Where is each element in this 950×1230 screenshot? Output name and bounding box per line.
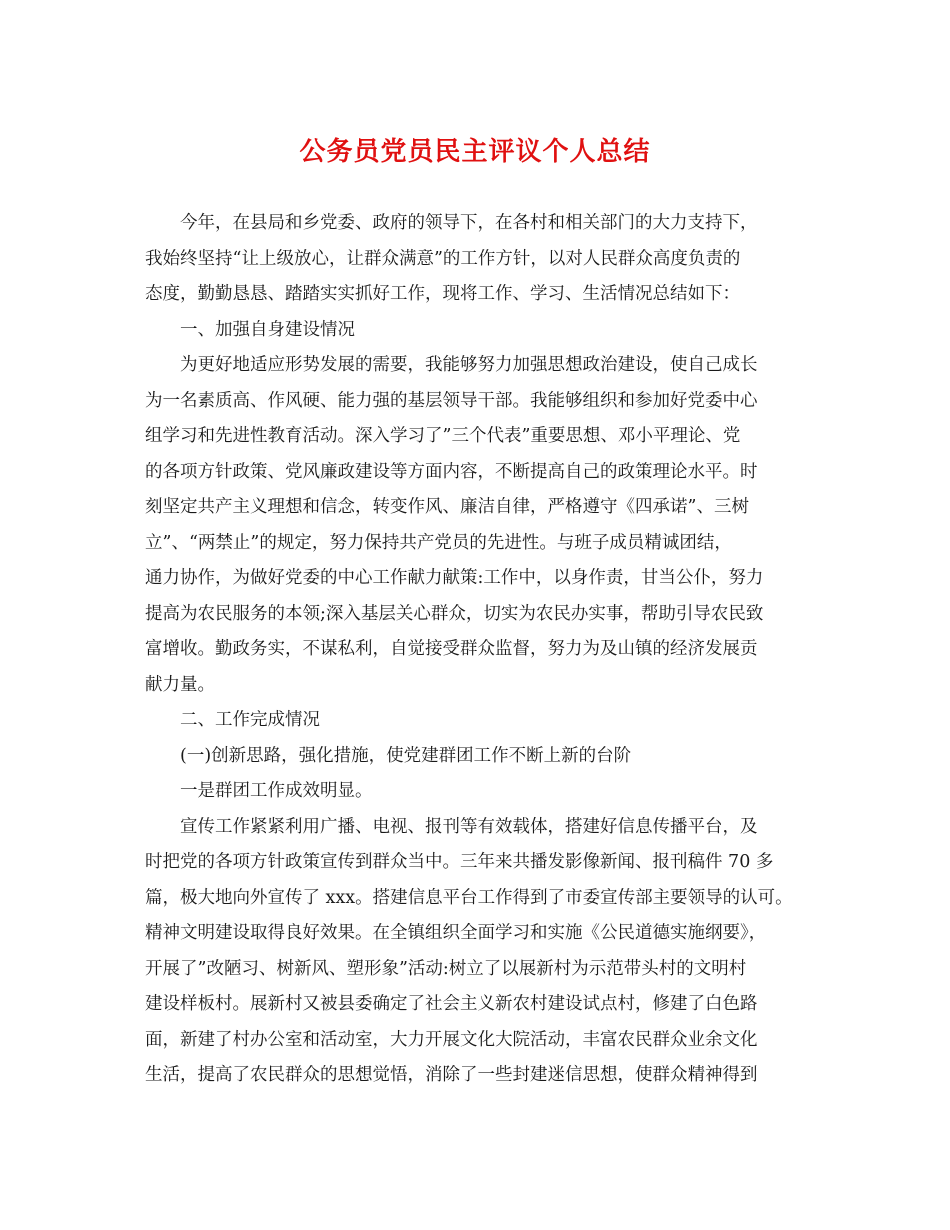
paragraph-line: 面，新建了村办公室和活动室，大力开展文化大院活动，丰富农民群众业余文化 [145, 1029, 758, 1050]
paragraph-line: 精神文明建设取得良好效果。在全镇组织全面学习和实施《公民道德实施纲要》， [145, 923, 767, 943]
paragraph-line: 一、加强自身建设情况 [180, 319, 355, 340]
paragraph-line: 时把党的各项方针政策宣传到群众当中。三年来共播发影像新闻、报刊稿件 70 多 [145, 852, 774, 872]
paragraph-line: 开展了”改陋习、树新风、塑形象”活动:树立了以展新村为示范带头村的文明村 [145, 958, 747, 979]
document-title: 公务员党员民主评议个人总结 [299, 137, 651, 167]
paragraph-line: 为一名素质高、作风硬、能力强的基层领导干部。我能够组织和参加好党委中心 [145, 390, 758, 411]
paragraph-line: 二、工作完成情况 [180, 710, 320, 730]
document-body [145, 206, 835, 1094]
paragraph-line: (一)创新思路，强化措施，使党建群团工作不断上新的台阶 [180, 745, 632, 766]
paragraph-line: 态度，勤勤恳恳、踏踏实实抓好工作，现将工作、学习、生活情况总结如下： [145, 284, 740, 304]
paragraph-line: 献力量。 [145, 674, 215, 695]
paragraph-line: 篇，极大地向外宣传了 xxx。搭建信息平台工作得到了市委宣传部主要领导的认可。 [145, 887, 793, 908]
paragraph-line: 立”、“两禁止”的规定，努力保持共产党员的先进性。与班子成员精诚团结， [145, 532, 732, 553]
paragraph-line: 通力协作，为做好党委的中心工作献力献策:工作中，以身作责，甘当公仆，努力 [145, 568, 764, 588]
paragraph-line: 提高为农民服务的本领;深入基层关心群众，切实为农民办实事，帮助引导农民致 [145, 603, 764, 624]
paragraph-line: 为更好地适应形势发展的需要，我能够努力加强思想政治建设，使自己成长 [180, 355, 758, 375]
paragraph-line: 生活，提高了农民群众的思想觉悟，消除了一些封建迷信思想，使群众精神得到 [145, 1065, 758, 1085]
paragraph-line: 宣传工作紧紧利用广播、电视、报刊等有效载体，搭建好信息传播平台，及 [180, 816, 758, 837]
paragraph-line: 组学习和先进性教育活动。深入学习了”三个代表”重要思想、邓小平理论、党 [145, 426, 741, 446]
paragraph-line: 富增收。勤政务实，不谋私利，自觉接受群众监督，努力为及山镇的经济发展贡 [145, 639, 758, 659]
paragraph-line: 一是群团工作成效明显。 [180, 781, 373, 801]
paragraph-line: 建设样板村。展新村又被县委确定了社会主义新农村建设试点村，修建了白色路 [145, 994, 758, 1014]
paragraph-line: 我始终坚持“让上级放心，让群众满意”的工作方针，以对人民群众高度负责的 [145, 248, 741, 269]
paragraph-line: 今年，在县局和乡党委、政府的领导下，在各村和相关部门的大力支持下， [180, 213, 758, 233]
paragraph-line: 刻坚定共产主义理想和信念，转变作风、廉洁自律，严格遵守《四承诺”、三树 [145, 497, 749, 517]
paragraph-line: 的各项方针政策、党风廉政建设等方面内容，不断提高自己的政策理论水平。时 [145, 461, 758, 482]
